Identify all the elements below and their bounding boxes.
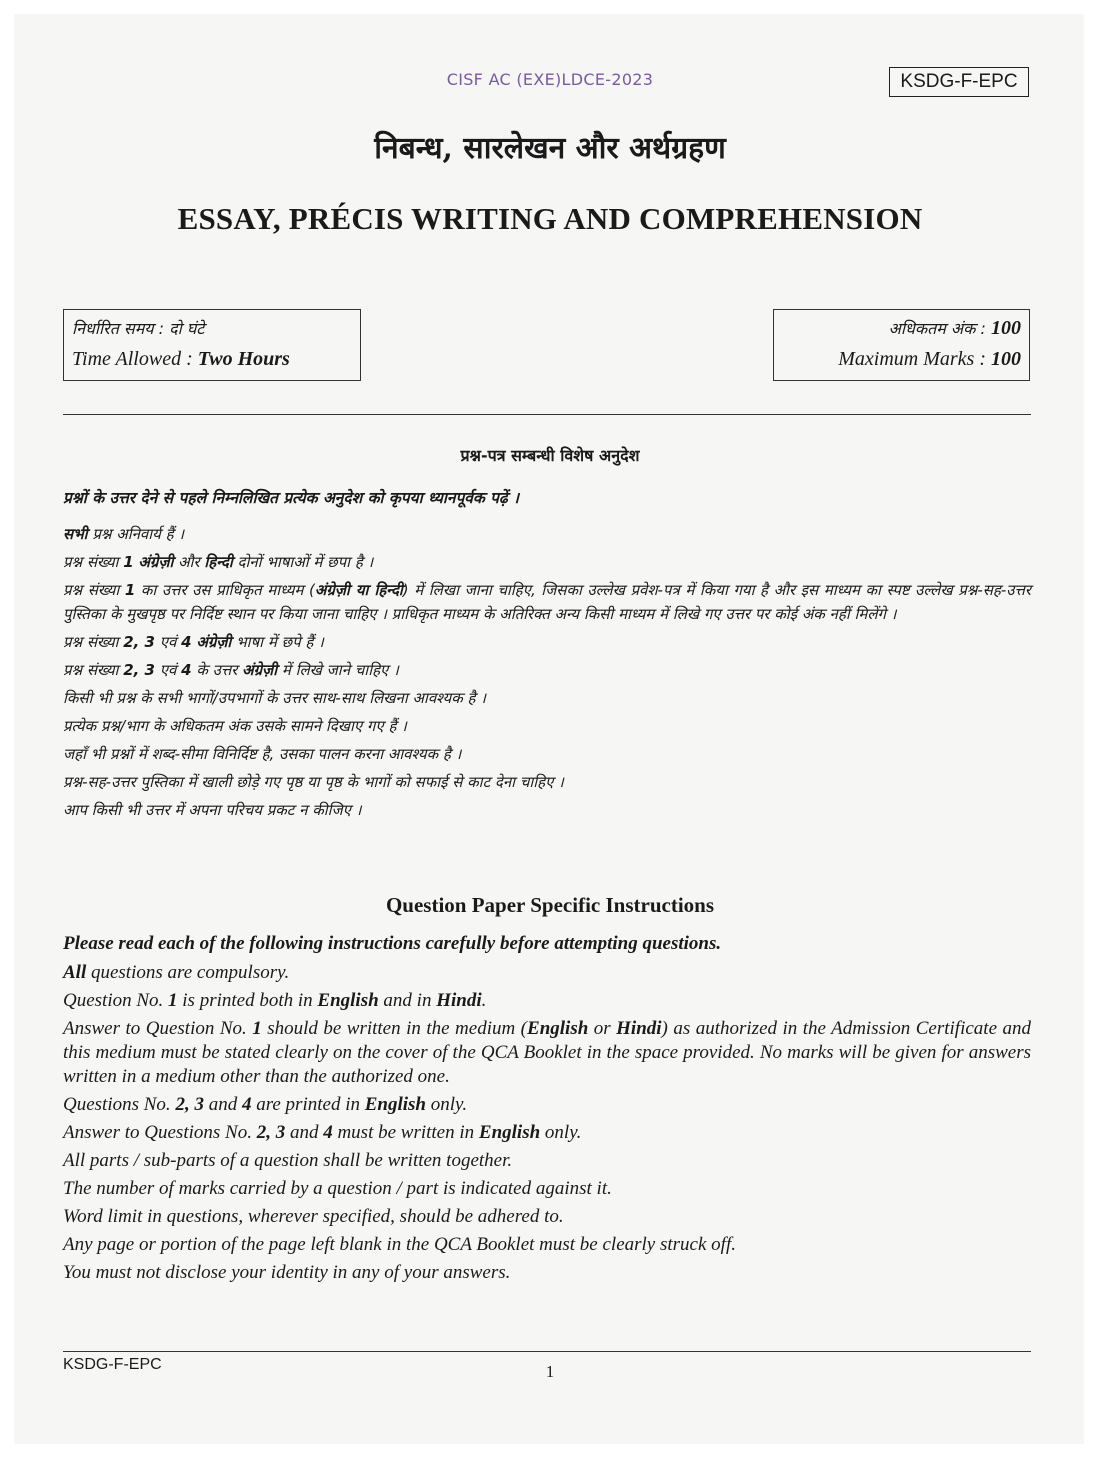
hindi-bold: हिन्दी: [204, 553, 233, 571]
hindi-text: का उत्तर उस प्राधिकृत माध्यम (: [135, 581, 315, 599]
hindi-text: प्रश्न अनिवार्य हैं ।: [87, 525, 185, 543]
english-instruction-4: [63, 1093, 1031, 1117]
english-text: only.: [426, 1094, 468, 1115]
marks-hindi: [782, 313, 1021, 344]
hindi-instructions-list: [63, 522, 1031, 826]
english-text: must be written in: [332, 1122, 479, 1143]
english-instruction-8: Word limit in questions, wherever specified, should be adhered to.: [63, 1206, 564, 1227]
footer-paper-code: KSDG-F-EPC: [63, 1356, 162, 1373]
english-instructions-list: [63, 932, 1031, 1289]
english-instruction-10: You must not disclose your identity in any of your answers.: [63, 1262, 511, 1283]
english-bold: Hindi: [616, 1018, 662, 1039]
english-text: only.: [540, 1122, 582, 1143]
hindi-instruction-3: [63, 578, 1031, 626]
marks-english-value: 100: [991, 348, 1021, 370]
english-instructions-lead: Please read each of the following instructions carefully before attempting questions.: [63, 933, 722, 954]
english-text: questions are compulsory.: [86, 962, 290, 983]
english-text: should be written in the medium (: [261, 1018, 528, 1039]
english-text: and: [285, 1122, 324, 1143]
english-text: and: [203, 1094, 242, 1115]
hindi-instructions-heading: प्रश्न-पत्र सम्बन्धी विशेष अनुदेश: [460, 446, 640, 465]
english-instruction-2: [63, 989, 1031, 1013]
hindi-text: और: [173, 553, 205, 571]
english-instruction-3: [63, 1017, 1031, 1089]
hindi-number: 4: [181, 633, 192, 651]
english-text: .: [481, 990, 487, 1011]
english-number: 2, 3: [256, 1122, 286, 1143]
marks-english-label: Maximum Marks :: [838, 348, 991, 370]
english-number: 2, 3: [175, 1094, 204, 1115]
english-instruction-1: [63, 961, 1031, 985]
english-instruction-7: The number of marks carried by a question / part is indicated against it.: [63, 1178, 612, 1199]
hindi-text: दोनों भाषाओं में छपा है ।: [232, 553, 374, 571]
english-number: 4: [241, 1094, 252, 1115]
marks-hindi-label: अधिकतम अंक :: [888, 319, 991, 338]
hindi-bold: अंग्रेज़ी: [138, 553, 174, 571]
marks-hindi-value: 100: [991, 317, 1021, 339]
hindi-instruction-8: जहाँ भी प्रश्नों में शब्द-सीमा विनिर्दिष्ट है, उसका पालन करना आवश्यक है ।: [63, 745, 462, 763]
hindi-instruction-1: [63, 522, 1031, 546]
english-bold: English: [317, 990, 379, 1011]
time-english-value: Two Hours: [197, 348, 290, 370]
time-allowed-box: [63, 309, 361, 381]
paper-code-box: KSDG-F-EPC: [889, 67, 1029, 97]
english-text: Question No.: [63, 990, 169, 1011]
english-text: Answer to Question No.: [63, 1018, 253, 1039]
hindi-bold: सभी: [63, 525, 88, 543]
hindi-instruction-9: प्रश्न-सह-उत्तर पुस्तिका में खाली छोड़े गए पृष्ठ या पृष्ठ के भागों को सफाई से काट देना चाहिए ।: [63, 773, 564, 791]
page-number: 1: [545, 1362, 555, 1381]
english-bold: All: [63, 962, 87, 983]
hindi-number: 2, 3: [123, 633, 155, 651]
hindi-text: प्रश्न संख्या: [63, 581, 125, 599]
hindi-number: 1: [124, 581, 136, 599]
hindi-text: एवं: [154, 633, 182, 651]
hindi-instruction-5: [63, 658, 1031, 682]
marks-english: [782, 344, 1021, 375]
title-hindi: निबन्ध, सारलेखन और अर्थग्रहण: [374, 131, 726, 166]
english-number: 1: [252, 1018, 262, 1039]
english-number: 4: [323, 1122, 333, 1143]
hindi-instruction-2: [63, 550, 1031, 574]
maximum-marks-box: [773, 309, 1030, 381]
hindi-text: में लिखे जाने चाहिए ।: [277, 661, 399, 679]
english-text: is printed both in: [177, 990, 318, 1011]
hindi-text: एवं: [154, 661, 182, 679]
hindi-number: 1: [123, 553, 134, 571]
hindi-text: प्रश्न संख्या: [63, 661, 124, 679]
divider-bottom: [63, 1351, 1031, 1352]
hindi-number: 4: [181, 661, 192, 679]
time-english-label: Time Allowed :: [72, 348, 198, 370]
english-text: are printed in: [251, 1094, 365, 1115]
hindi-text: के उत्तर: [191, 661, 243, 679]
hindi-instruction-10: आप किसी भी उत्तर में अपना परिचय प्रकट न कीजिए ।: [63, 801, 362, 819]
hindi-bold: अंग्रेज़ी या हिन्दी: [314, 581, 403, 599]
time-english: [72, 344, 352, 375]
time-hindi: निर्धारित समय : दो घंटे: [72, 319, 205, 338]
english-instruction-9: Any page or portion of the page left blank in the QCA Booklet must be clearly struck off.: [63, 1234, 736, 1255]
english-bold: Hindi: [436, 990, 482, 1011]
english-text: or: [588, 1018, 617, 1039]
english-text: ) as authorized in the Admission Certificate and this medium must be stated clearly on the cover of the QCA Booklet in the space provided. No marks will be given for answers written in a medium other than the authorized one.: [63, 1018, 1031, 1087]
hindi-text: भाषा में छपे हैं ।: [231, 633, 324, 651]
english-text: Questions No.: [63, 1094, 176, 1115]
english-bold: English: [478, 1122, 541, 1143]
hindi-text: ) में लिखा जाना चाहिए, जिसका उल्लेख प्रवेश-पत्र में किया गया है और इस माध्यम का स्पष्ट उल्लेख प्रश्न-सह-उत्तर पुस्तिका के मुखपृष्ठ पर निर्दिष्ट स्थान पर किया जाना चाहिए । प्राधिकृत माध्यम के अतिरिक्त अन्य किसी माध्यम में लिखे गए उत्तर पर कोई अंक नहीं मिलेंगे ।: [63, 581, 1031, 623]
hindi-bold: अंग्रेज़ी: [242, 661, 278, 679]
hindi-instruction-6: किसी भी प्रश्न के सभी भागों/उपभागों के उत्तर साथ-साथ लिखना आवश्यक है ।: [63, 689, 486, 707]
hindi-text: प्रश्न संख्या: [63, 633, 124, 651]
hindi-text: प्रश्न संख्या: [63, 553, 124, 571]
hindi-number: 2, 3: [123, 661, 155, 679]
english-bold: English: [364, 1094, 426, 1115]
exam-code: CISF AC (EXE)LDCE-2023: [446, 70, 654, 89]
english-bold: English: [527, 1018, 589, 1039]
english-number: 1: [168, 990, 178, 1011]
hindi-instruction-7: प्रत्येक प्रश्न/भाग के अधिकतम अंक उसके सामने दिखाए गए हैं ।: [63, 717, 407, 735]
title-english: ESSAY, PRÉCIS WRITING AND COMPREHENSION: [177, 201, 923, 236]
english-instructions-heading: Question Paper Specific Instructions: [385, 893, 715, 917]
english-instruction-6: All parts / sub-parts of a question shall be written together.: [63, 1150, 513, 1171]
english-text: and in: [378, 990, 437, 1011]
english-instruction-5: [63, 1121, 1031, 1145]
hindi-instructions-lead: प्रश्नों के उत्तर देने से पहले निम्नलिखित प्रत्येक अनुदेश को कृपया ध्यानपूर्वक पढ़ें ।: [63, 489, 519, 507]
english-text: Answer to Questions No.: [63, 1122, 257, 1143]
hindi-instruction-4: [63, 630, 1031, 654]
divider-top: [63, 414, 1031, 415]
hindi-bold: अंग्रेज़ी: [196, 633, 232, 651]
